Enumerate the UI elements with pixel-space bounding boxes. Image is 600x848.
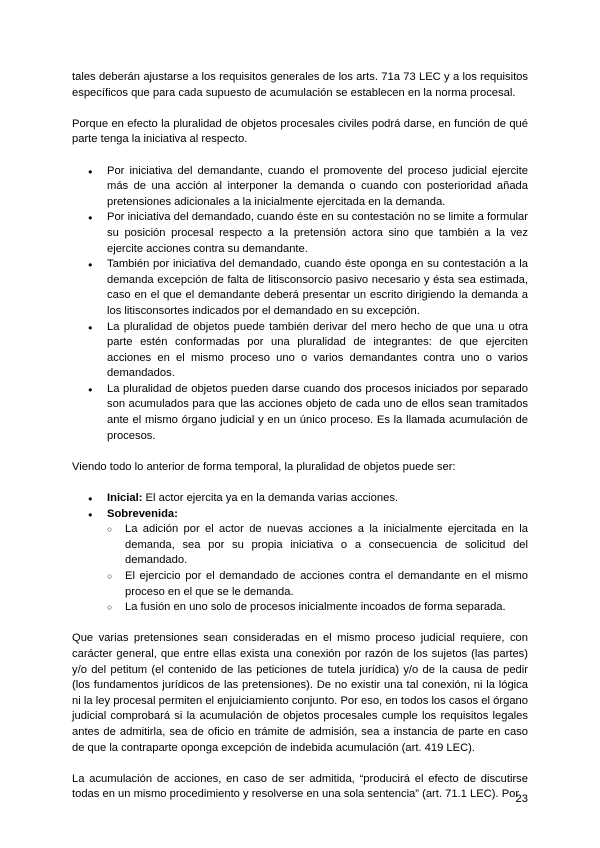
list-item-supervening [72, 507, 528, 616]
supervening-sublist [107, 522, 528, 616]
initiative-list [72, 164, 528, 445]
page-body [72, 70, 528, 803]
list-item: ● Por iniciativa del demandante, cuando el promovente del proceso judicial ejercite más de una acción al interponer la demanda o cuando con posterioridad añada pretensiones adicionales a la inicialmente ejercitada en la demanda. [72, 164, 528, 211]
page-number: 23 [515, 793, 528, 805]
paragraph-intro: tales deberán ajustarse a los requisitos generales de los arts. 71a 73 LEC y a los requisitos específicos que para cada supuesto de acumulación se establecen en la norma procesal. [72, 71, 528, 99]
sublist-item: ○ La fusión en uno solo de procesos inicialmente incoados de forma separada. [107, 600, 528, 616]
sublist-item: ○ El ejercicio por el demandado de acciones contra el demandante en el mismo proceso en el que se le demanda. [107, 569, 528, 600]
list-item: ● Por iniciativa del demandado, cuando éste en su contestación no se limite a formular su posición procesal respecto a la pretensión actora sino que también a la vez ejercite acciones contra su demandante. [72, 210, 528, 257]
list-item: ● La pluralidad de objetos pueden darse cuando dos procesos iniciados por separado son acumulados para que las acciones objeto de cada uno de ellos sean tramitados ante el mismo órgano judicial y en un único proceso. Es la llamada acumulación de procesos. [72, 382, 528, 444]
sublist-item: ○ La adición por el actor de nuevas acciones a la inicialmente ejercitada en la demanda, sea por su propia iniciativa o a consecuencia de solicitud del demandado. [107, 522, 528, 569]
paragraph-connection: Que varias pretensiones sean consideradas en el mismo proceso judicial requiere, con carácter general, que entre ellas exista una conexión por razón de los sujetos (las partes) y/o del petitum (el contenido de las peticiones de tutela jurídica) y/o de la causa de pedir (los fundamentos jurídicos de las pretensiones). De no existir una tal conexión, ni la lógica ni la ley procesal permiten el enjuiciamiento conjunto. Por eso, en todos los casos el órgano judicial comprobará si la acumulación de objetos procesales cumple los requisitos legales antes de admitirla, sea de oficio en trámite de admisión, sea a instancia de parte en caso de que la contraparte oponga excepción de indebida acumulación (art. 419 LEC). [72, 632, 528, 754]
list-item-initial [72, 491, 528, 507]
list-item: ● También por iniciativa del demandado, cuando éste oponga en su contestación a la demanda excepción de falta de litisconsorcio pasivo necesario y ésta sea estimada, caso en el que el demandante deberá presentar un escrito dirigiendo la demanda a los litisconsortes indicados por el demandado en su excepción. [72, 257, 528, 319]
initial-text: El actor ejercita ya en la demanda varias acciones. [142, 492, 399, 505]
initial-label: Inicial: [107, 492, 143, 505]
list-item: ● La pluralidad de objetos puede también derivar del mero hecho de que una u otra parte estén conformadas por una pluralidad de integrantes: de que ejerciten acciones en el mismo proceso uno o varios demandantes contra uno o varios demandados. [72, 320, 528, 382]
temporal-list [72, 491, 528, 616]
paragraph-effect: La acumulación de acciones, en caso de ser admitida, “producirá el efecto de discutirse todas en un mismo procedimiento y resolverse en una sola sentencia” (art. 71.1 LEC). Por [72, 772, 528, 801]
supervening-label: Sobrevenida: [107, 507, 178, 520]
paragraph-temporal: Viendo todo lo anterior de forma temporal, la pluralidad de objetos puede ser: [72, 460, 456, 473]
paragraph-plurality: Porque en efecto la pluralidad de objetos procesales civiles podrá darse, en función de qué parte tenga la iniciativa al respecto. [72, 117, 528, 146]
